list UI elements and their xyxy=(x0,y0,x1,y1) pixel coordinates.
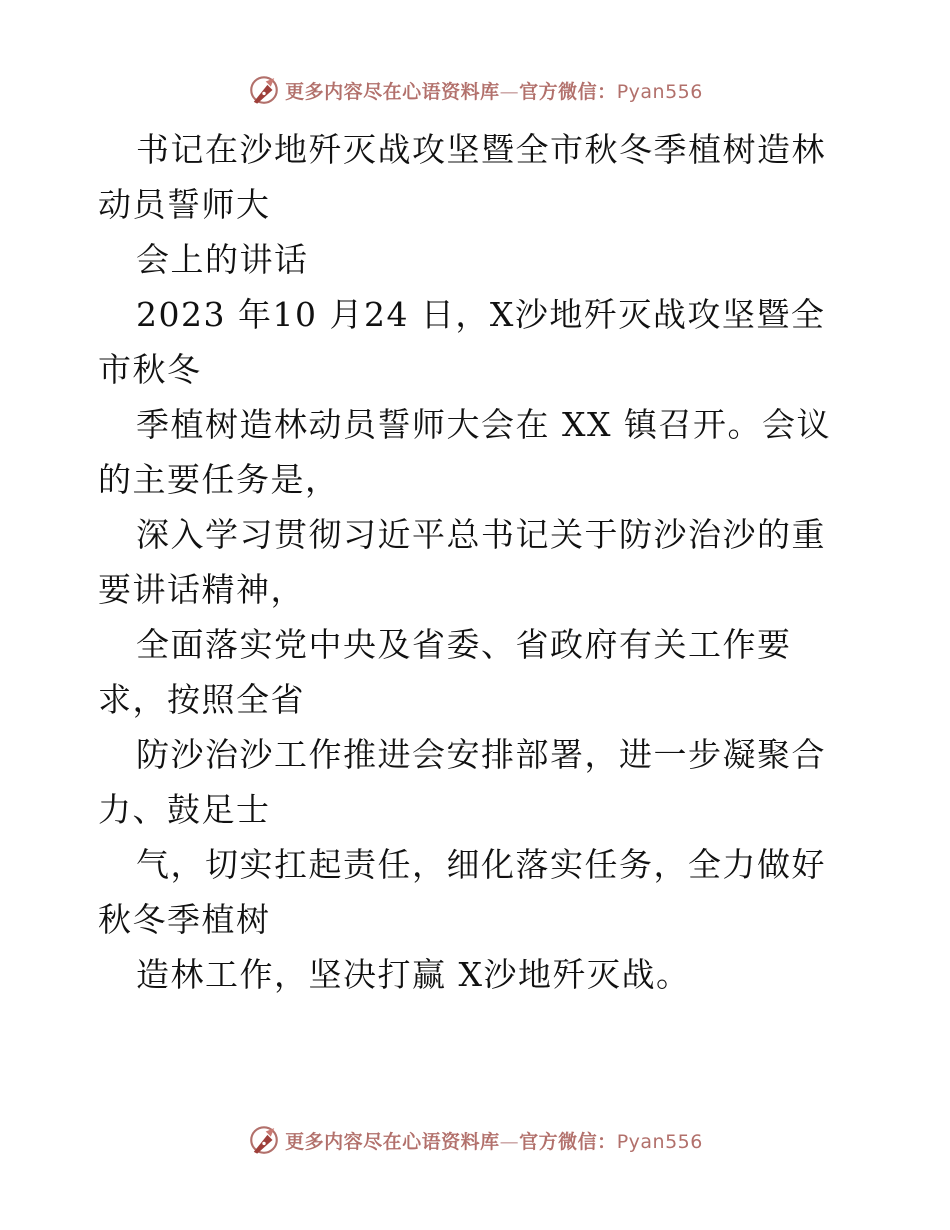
pen-nib-logo-icon xyxy=(247,73,281,107)
footer-watermark xyxy=(0,1122,950,1158)
paragraph-title: 书记在沙地歼灭战攻坚暨全市秋冬季植树造林动员誓师大 xyxy=(98,130,826,224)
watermark-dash: — xyxy=(499,80,520,103)
paragraph: 全面落实党中央及省委、省政府有关工作要求，按照全省 xyxy=(98,625,792,719)
paragraph: 季植树造林动员誓师大会在 XX 镇召开。会议的主要任务是， xyxy=(98,405,831,499)
watermark-account-label: 官方微信： xyxy=(519,1130,617,1153)
watermark-account-id: Pyan556 xyxy=(616,1130,703,1153)
paragraph-title-continued: 会上的讲话 xyxy=(136,240,309,279)
watermark-account-id: Pyan556 xyxy=(616,80,703,103)
paragraph-date: 2023 年10 月24 日，X沙地歼灭战攻坚暨全市秋冬 xyxy=(98,295,826,389)
paragraph: 气，切实扛起责任，细化落实任务，全力做好秋冬季植树 xyxy=(98,845,826,939)
watermark-dash: — xyxy=(499,1130,520,1153)
pen-nib-logo-icon xyxy=(247,1123,281,1157)
paragraph: 造林工作，坚决打赢 X沙地歼灭战。 xyxy=(136,955,691,994)
document-body xyxy=(98,122,858,1002)
watermark-text xyxy=(285,77,703,104)
watermark-text xyxy=(285,1127,703,1154)
paragraph: 防沙治沙工作推进会安排部署，进一步凝聚合力、鼓足士 xyxy=(98,735,826,829)
watermark-main-text: 更多内容尽在心语资料库 xyxy=(285,80,500,103)
header-watermark xyxy=(0,72,950,108)
paragraph: 深入学习贯彻习近平总书记关于防沙治沙的重要讲话精神， xyxy=(98,515,826,609)
watermark-account-label: 官方微信： xyxy=(519,80,617,103)
watermark-main-text: 更多内容尽在心语资料库 xyxy=(285,1130,500,1153)
